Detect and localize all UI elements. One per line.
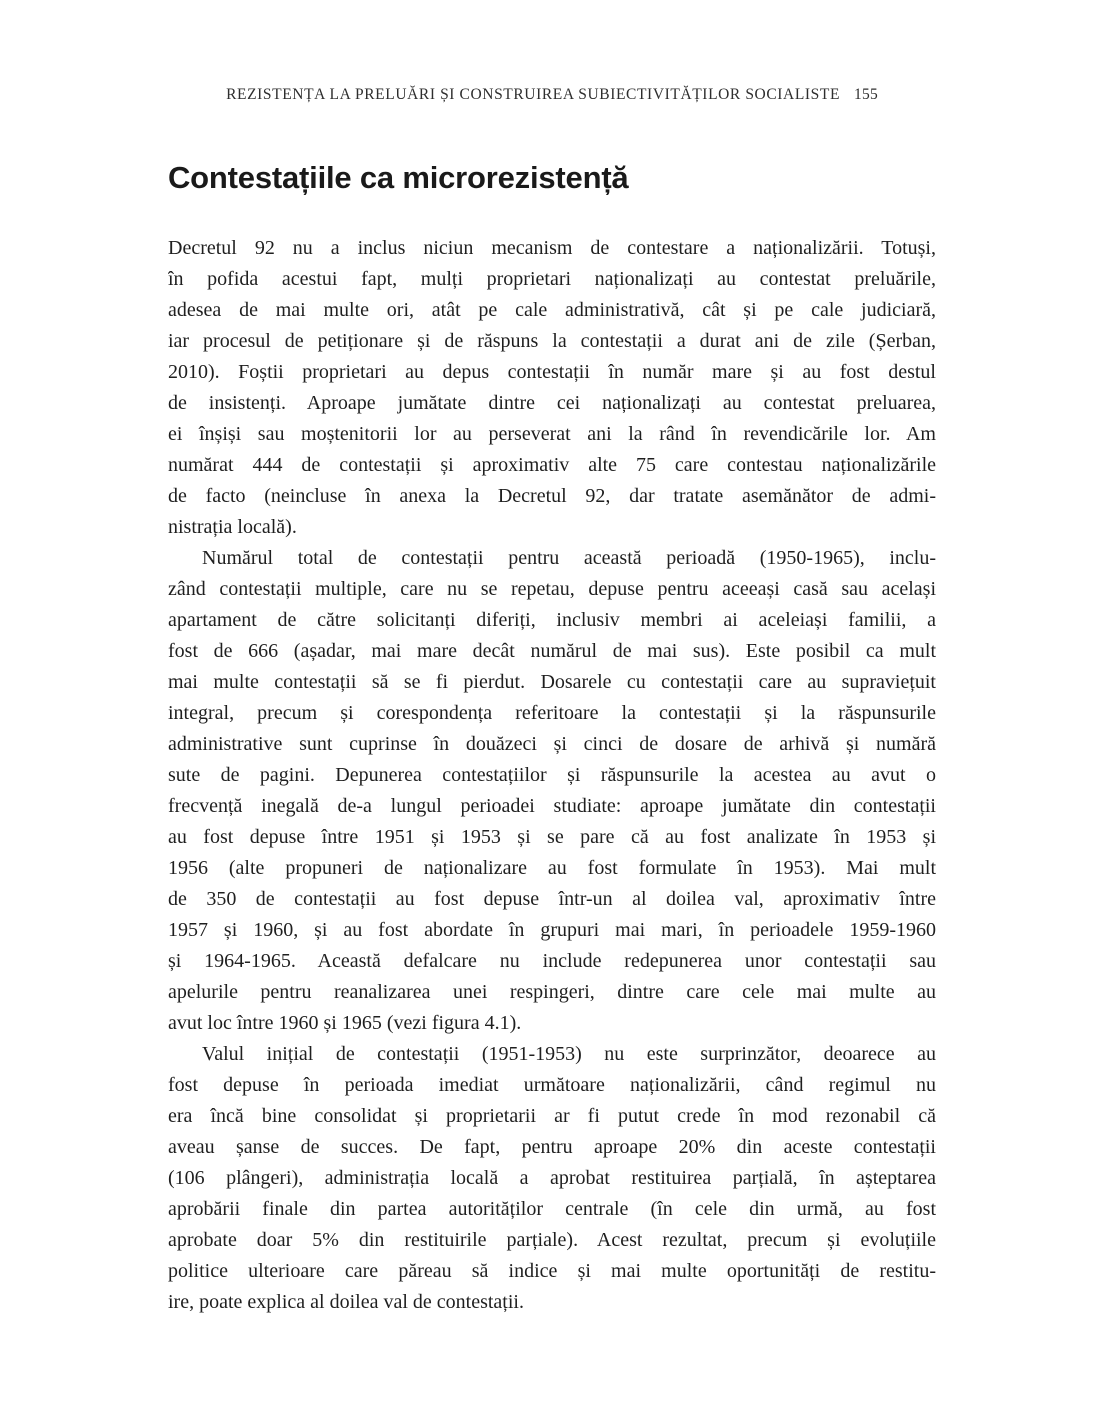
text-line: fost de 666 (așadar, mai mare decât numărul de mai sus). Este posibil ca mult — [168, 640, 936, 662]
text-line: avut loc între 1960 și 1965 (vezi figura 4.1). — [168, 1012, 522, 1034]
body-text — [168, 233, 936, 1318]
text-line: fost depuse în perioada imediat următoare naționalizării, când regimul nu — [168, 1074, 936, 1096]
paragraph — [168, 1039, 936, 1318]
text-line: Decretul 92 nu a inclus niciun mecanism de contestare a naționalizării. Totuși, — [168, 237, 936, 259]
text-line: 2010). Foștii proprietari au depus contestații în număr mare și au fost destul — [168, 361, 936, 383]
text-line: ei înșiși sau moștenitorii lor au perseverat ani la rând în revendicările lor. Am — [168, 423, 936, 445]
text-line: în pofida acestui fapt, mulți proprietari naționalizați au contestat preluările, — [168, 268, 936, 290]
text-line: au fost depuse între 1951 și 1953 și se pare că au fost analizate în 1953 și — [168, 826, 936, 848]
paragraph — [168, 233, 936, 543]
text-line: numărat 444 de contestații și aproximativ alte 75 care contestau naționalizările — [168, 454, 936, 476]
text-line: Numărul total de contestații pentru această perioadă (1950-1965), inclu- — [202, 547, 936, 569]
text-line: sute de pagini. Depunerea contestațiilor și răspunsurile la acestea au avut o — [168, 764, 936, 786]
text-line: frecvență inegală de-a lungul perioadei studiate: aproape jumătate din contestații — [168, 795, 936, 817]
text-line: zând contestații multiple, care nu se repetau, depuse pentru aceeași casă sau același — [168, 578, 936, 600]
page-number: 155 — [854, 86, 878, 103]
text-line: ire, poate explica al doilea val de contestații. — [168, 1291, 524, 1313]
paragraph — [168, 543, 936, 1039]
text-line: apartament de către solicitanți diferiți, inclusiv membri ai aceleiași familii, a — [168, 609, 936, 631]
text-line: nistrația locală). — [168, 516, 297, 538]
text-line: mai multe contestații să se fi pierdut. Dosarele cu contestații care au supraviețuit — [168, 671, 936, 693]
page-header — [168, 86, 936, 104]
running-title: REZISTENȚA LA PRELUĂRI ȘI CONSTRUIREA SUBIECTIVITĂȚILOR SOCIALISTE — [226, 86, 841, 103]
text-line: Valul inițial de contestații (1951-1953) nu este surprinzător, deoarece au — [202, 1043, 936, 1065]
text-line: politice ulterioare care păreau să indice și mai multe oportunități de restitu- — [168, 1260, 936, 1282]
text-line: 1957 și 1960, și au fost abordate în grupuri mai mari, în perioadele 1959-1960 — [168, 919, 936, 941]
text-line: iar procesul de petiționare și de răspuns la contestații a durat ani de zile (Șerban, — [168, 330, 936, 352]
text-line: aprobate doar 5% din restituirile parțiale). Acest rezultat, precum și evoluțiile — [168, 1229, 936, 1251]
text-line: adesea de mai multe ori, atât pe cale administrativă, cât și pe cale judiciară, — [168, 299, 936, 321]
text-line: și 1964-1965. Această defalcare nu include redepunerea unor contestații sau — [168, 950, 936, 972]
text-line: administrative sunt cuprinse în douăzeci și cinci de dosare de arhivă și numără — [168, 733, 936, 755]
text-line: de insistenți. Aproape jumătate dintre cei naționalizați au contestat preluarea, — [168, 392, 936, 414]
text-line: era încă bine consolidat și proprietarii ar fi putut crede în mod rezonabil că — [168, 1105, 936, 1127]
text-line: de 350 de contestații au fost depuse într-un al doilea val, aproximativ între — [168, 888, 936, 910]
text-line: apelurile pentru reanalizarea unei respingeri, dintre care cele mai multe au — [168, 981, 936, 1003]
text-line: aveau șanse de succes. De fapt, pentru aproape 20% din aceste contestații — [168, 1136, 936, 1158]
text-line: aprobării finale din partea autorităților centrale (în cele din urmă, au fost — [168, 1198, 936, 1220]
text-line: (106 plângeri), administrația locală a aprobat restituirea parțială, în așteptarea — [168, 1167, 936, 1189]
text-line: de facto (neincluse în anexa la Decretul 92, dar tratate asemănător de admi- — [168, 485, 936, 507]
section-title: Contestațiile ca microrezistență — [168, 160, 629, 195]
text-line: 1956 (alte propuneri de naționalizare au fost formulate în 1953). Mai mult — [168, 857, 936, 879]
text-line: integral, precum și corespondența referitoare la contestații și la răspunsurile — [168, 702, 936, 724]
